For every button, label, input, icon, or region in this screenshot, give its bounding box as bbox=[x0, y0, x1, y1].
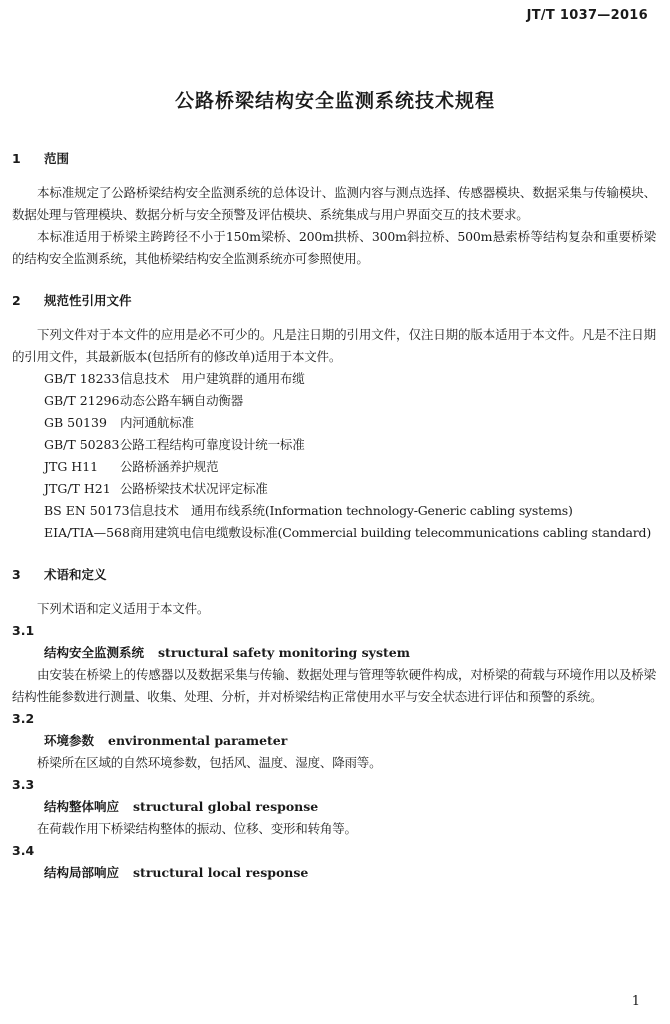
reference-item bbox=[12, 456, 656, 478]
term-en: environmental parameter bbox=[108, 733, 288, 748]
term-number: 3.3 bbox=[12, 777, 35, 792]
paragraph: 下列文件对于本文件的应用是必不可少的。凡是注日期的引用文件，仅注日期的版本适用于本文件。凡是不注日期的引用文件，其最新版本(包括所有的修改单)适用于本文件。 bbox=[12, 327, 656, 364]
term-heading bbox=[12, 862, 656, 884]
term-en: structural global response bbox=[133, 799, 319, 814]
reference-name: 公路桥梁技术状况评定标准 bbox=[120, 481, 268, 496]
reference-code: JTG H11 bbox=[44, 459, 99, 474]
reference-name: 公路桥涵养护规范 bbox=[120, 459, 219, 474]
reference-code: JTG/T H21 bbox=[44, 481, 111, 496]
reference-item bbox=[12, 368, 656, 390]
reference-item bbox=[12, 522, 656, 544]
document-body bbox=[12, 148, 656, 884]
term-entry bbox=[12, 840, 656, 884]
page-number: 1 bbox=[631, 994, 640, 1009]
term-en: structural safety monitoring system bbox=[158, 645, 410, 660]
term-definition: 桥梁所在区域的自然环境参数，包括风、温度、湿度、降雨等。 bbox=[37, 755, 382, 770]
section-title: 范围 bbox=[44, 151, 70, 166]
term-heading bbox=[12, 642, 656, 664]
term-definition: 在荷载作用下桥梁结构整体的振动、位移、变形和转角等。 bbox=[37, 821, 357, 836]
section-number: 1 bbox=[12, 151, 21, 166]
section-title: 术语和定义 bbox=[44, 567, 107, 582]
term-zh: 环境参数 bbox=[44, 733, 95, 748]
reference-code: GB 50139 bbox=[44, 415, 107, 430]
reference-name: 公路工程结构可靠度设计统一标准 bbox=[120, 437, 305, 452]
term-zh: 结构安全监测系统 bbox=[44, 645, 145, 660]
document-title: 公路桥梁结构安全监测系统技术规程 bbox=[174, 90, 495, 112]
standard-code: JT/T 1037—2016 bbox=[526, 8, 648, 23]
term-zh: 结构整体响应 bbox=[44, 799, 120, 814]
term-definition: 由安装在桥梁上的传感器以及数据采集与传输、数据处理与管理等软硬件构成，对桥梁的荷载与环境作用以及桥梁结构性能参数进行测量、收集、处理、分析，并对桥梁结构正常使用水平与安全状态进行评估和预警的系统。 bbox=[12, 667, 656, 704]
section-number: 3 bbox=[12, 567, 21, 582]
reference-code: EIA/TIA—568 bbox=[44, 525, 130, 540]
term-number: 3.1 bbox=[12, 623, 35, 638]
section-title: 规范性引用文件 bbox=[44, 293, 132, 308]
reference-name: 商用建筑电信电缆敷设标准(Commercial building telecommunications cabling standard) bbox=[129, 525, 652, 540]
term-entry bbox=[12, 620, 656, 708]
term-entry bbox=[12, 774, 656, 840]
reference-item bbox=[12, 478, 656, 500]
term-number: 3.4 bbox=[12, 843, 35, 858]
reference-item bbox=[12, 434, 656, 456]
reference-name: 信息技术 用户建筑群的通用布缆 bbox=[120, 371, 305, 386]
reference-code: GB/T 21296 bbox=[44, 393, 120, 408]
term-zh: 结构局部响应 bbox=[44, 865, 120, 880]
paragraph: 本标准适用于桥梁主跨跨径不小于150m梁桥、200m拱桥、300m斜拉桥、500m悬索桥等结构复杂和重要桥梁的结构安全监测系统，其他桥梁结构安全监测系统亦可参照使用。 bbox=[12, 229, 656, 266]
term-heading bbox=[12, 730, 656, 752]
reference-name: 动态公路车辆自动衡器 bbox=[120, 393, 244, 408]
paragraph: 下列术语和定义适用于本文件。 bbox=[37, 601, 210, 616]
reference-name: 信息技术 通用布线系统(Information technology-Generic cabling systems) bbox=[129, 503, 573, 518]
term-number: 3.2 bbox=[12, 711, 35, 726]
paragraph: 本标准规定了公路桥梁结构安全监测系统的总体设计、监测内容与测点选择、传感器模块、数据采集与传输模块、数据处理与管理模块、数据分析与安全预警及评估模块、系统集成与用户界面交互的技术要求。 bbox=[12, 185, 656, 222]
reference-item bbox=[12, 500, 656, 522]
reference-code: GB/T 50283 bbox=[44, 437, 120, 452]
section-heading bbox=[12, 148, 656, 170]
reference-item bbox=[12, 390, 656, 412]
section-heading bbox=[12, 290, 656, 312]
section-number: 2 bbox=[12, 293, 21, 308]
reference-list bbox=[12, 368, 656, 544]
reference-code: BS EN 50173 bbox=[44, 503, 130, 518]
section-heading bbox=[12, 564, 656, 586]
term-en: structural local response bbox=[133, 865, 309, 880]
term-heading bbox=[12, 796, 656, 818]
reference-code: GB/T 18233 bbox=[44, 371, 120, 386]
term-entry bbox=[12, 708, 656, 774]
reference-item bbox=[12, 412, 656, 434]
reference-name: 内河通航标准 bbox=[120, 415, 194, 430]
